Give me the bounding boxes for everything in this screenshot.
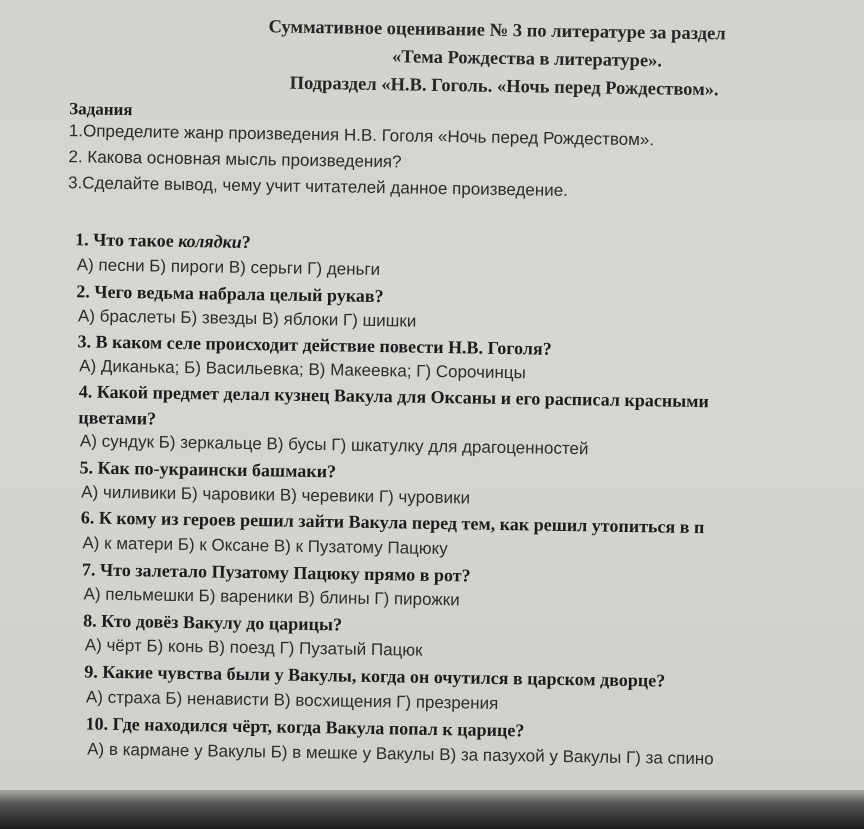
header-line-2: «Тема Рождества в литературе». [391,47,663,72]
answer-2: А) браслеты Б) звезды В) яблоки Г) шишки [77,306,417,331]
answer-8: А) чёрт Б) конь В) поезд Г) Пузатый Пацюк [84,635,423,660]
tasks-title: Задания [69,99,133,120]
header-line-3: Подраздел «Н.В. Гоголь. «Ночь перед Рождеством». [289,73,719,101]
question-7: 7. Что залетало Пузатому Пацюку прямо в рот? [81,559,471,586]
question-9: 9. Какие чувства были у Вакулы, когда он очутился в царском дворце? [84,661,666,691]
question-4-cont: цветами? [78,407,157,429]
answer-10: А) в кармане у Вакулы Б) в мешке у Вакулы В) за пазухой у Вакулы Г) за спино [87,739,714,769]
task-3: 3.Сделайте вывод, чему учит читателей данное произведение. [67,173,569,200]
question-3: 3. В каком селе происходит действие повести Н.В. Гоголя? [77,331,552,359]
answer-7: А) пельмешки Б) вареники В) блины Г) пирожки [83,584,460,610]
question-1 [75,230,251,253]
answer-9: А) страха Б) ненависти В) восхищения Г) презрения [85,687,499,713]
question-6: 6. К кому из героев решил зайти Вакула перед тем, как решил утопиться в п [80,507,705,538]
task-1: 1.Определите жанр произведения Н.В. Гоголя «Ночь перед Рождеством». [68,121,655,150]
question-4: 4. Какой предмет делал кузнец Вакула для Оксаны и его расписал красными [78,381,710,412]
photo-bottom-edge [0,790,864,829]
answer-1: А) песни Б) пироги В) серьги Г) деньги [76,255,381,280]
answer-6: А) к матери Б) к Оксане В) к Пузатому Пацюку [82,533,448,559]
answer-4: А) сундук Б) зеркальце В) бусы Г) шкатулку для драгоценностей [79,431,589,459]
answer-3: А) Диканька; Б) Васильевка; В) Макеевка; Г) Сорочинцы [79,356,526,383]
question-10: 10. Где находился чёрт, когда Вакула попал к царице? [85,713,525,741]
question-1-term: колядки [178,230,242,252]
question-5: 5. Как по-украински башмаки? [79,457,337,482]
header-line-1: Суммативное оценивание № 3 по литературе за раздел [268,17,726,45]
question-2: 2. Чего ведьма набрала целый рукав? [76,281,384,307]
question-8: 8. Кто довёз Вакулу до царицы? [83,610,343,635]
question-1-pre: 1. Что такое [75,229,179,251]
question-1-post: ? [241,231,251,253]
answer-5: А) чиливики Б) чаровики В) черевики Г) чуровики [81,482,471,508]
task-2: 2. Какова основная мысль произведения? [68,147,402,172]
